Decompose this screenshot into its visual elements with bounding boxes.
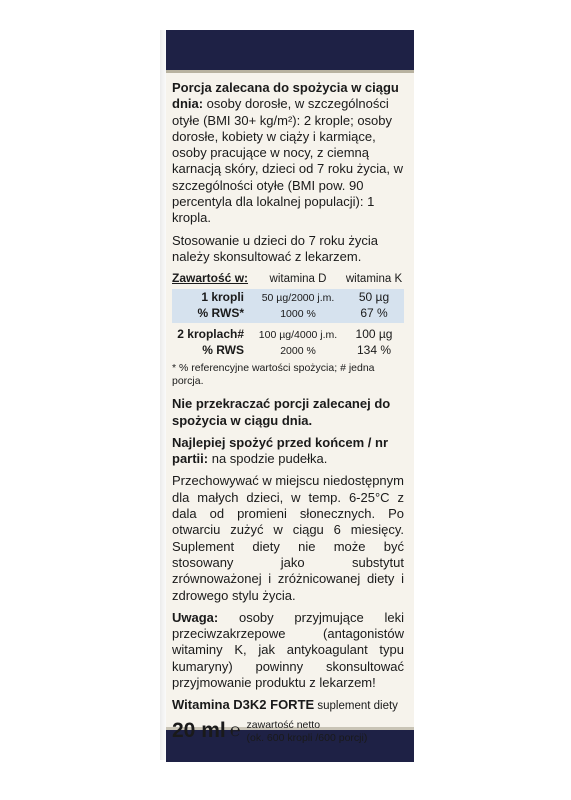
nutrition-shaded-block <box>172 289 404 323</box>
nutrition-header-vitamin-k: witamina K <box>345 273 403 286</box>
caution-text: osoby przyjmujące leki przeciwzakrzepowe (antagonistów witaminy K, jak antykoagulant typu kumaryny) powinny skonsultować przyjmowanie produktu z lekarzem! <box>172 609 404 691</box>
nutrition-row-vitamin-d: 50 µg/2000 j.m. <box>261 292 335 305</box>
net-content-label: zawartość netto <box>246 718 321 731</box>
label-text <box>172 80 404 745</box>
nutrition-row <box>172 343 404 359</box>
nutrition-header <box>172 271 404 287</box>
dosage-heading: Porcja zalecana do spożycia w ciągu dnia: <box>172 80 399 112</box>
best-before <box>172 435 404 468</box>
nutrition-header-vitamin-d: witamina D <box>269 273 327 286</box>
nutrition-row <box>172 290 404 306</box>
nutrition-row-label: % RWS <box>202 343 244 358</box>
volume-details <box>247 719 368 745</box>
nutrition-header-label: Zawartość w: <box>172 271 249 286</box>
dosage-text: osoby dorosłe, w szczególności otyłe (BMI 30+ kg/m²): 2 krople; osoby dorosłe, kobiety w ciąży i karmiące, osoby pracujące w nocy, z ciemną karnacją skóry, dzieci od 7 roku życia, w szczególności otyłe (BMI pow. 90 percentyla dla lokalnej populacji): 1 kropla. <box>172 96 403 226</box>
caution-label: Uwaga: <box>172 609 219 625</box>
dose-warning-text: Nie przekraczać porcji zalecanej do spożycia w ciągu dnia. <box>172 396 391 428</box>
nutrition-row-vitamin-k: 100 µg <box>355 327 393 342</box>
product-line <box>172 697 404 714</box>
product-subtitle: suplement diety <box>314 700 398 713</box>
top-band <box>166 30 414 73</box>
nutrition-row-label: 2 kroplach# <box>177 327 244 342</box>
nutrition-row-vitamin-k: 50 µg <box>358 290 390 305</box>
best-before-text: na spodzie pudełka. <box>208 451 328 467</box>
best-before-label: Najlepiej spożyć przed końcem / nr partii: <box>172 434 389 467</box>
storage-text: Przechowywać w miejscu niedostępnym dla małych dzieci, w temp. 6-25°C z dala od promieni słonecznych. Po otwarciu zużyć w ciągu 6 miesięcy. Suplement diety nie może być stosowany jako substytut zrównoważonej i zróżnicowanej diety i zdrowego stylu życia. <box>172 473 404 603</box>
nutrition-row-vitamin-d: 100 µg/4000 j.m. <box>258 329 338 342</box>
estimated-sign-icon: ℮ <box>229 719 241 740</box>
top-fold <box>166 70 414 73</box>
nutrition-row-label: 1 kropli <box>201 290 244 305</box>
volume-row <box>172 719 404 745</box>
nutrition-row-vitamin-k: 67 % <box>360 306 388 321</box>
nutrition-row-vitamin-d: 1000 % <box>280 308 316 321</box>
nutrition-footnote: * % referencyjne wartości spożycia; # jedna porcja. <box>172 362 375 388</box>
nutrition-row <box>172 306 404 322</box>
nutrition-row-label: % RWS* <box>197 306 244 321</box>
dose-warning <box>172 396 404 429</box>
net-volume: 20 ml <box>172 718 226 742</box>
dosage-paragraph <box>172 80 404 227</box>
nutrition-table <box>172 271 404 359</box>
children-note: Stosowanie u dzieci do 7 roku życia należy skonsultować z lekarzem. <box>172 232 378 264</box>
product-name: Witamina D3K2 FORTE <box>172 697 315 713</box>
nutrition-row-vitamin-k: 134 % <box>356 343 392 358</box>
caution-paragraph <box>172 610 404 691</box>
nutrition-row-vitamin-d: 2000 % <box>280 345 316 358</box>
drops-count: (ok. 600 kropli /600 porcji) <box>246 731 368 744</box>
nutrition-row <box>172 327 404 343</box>
